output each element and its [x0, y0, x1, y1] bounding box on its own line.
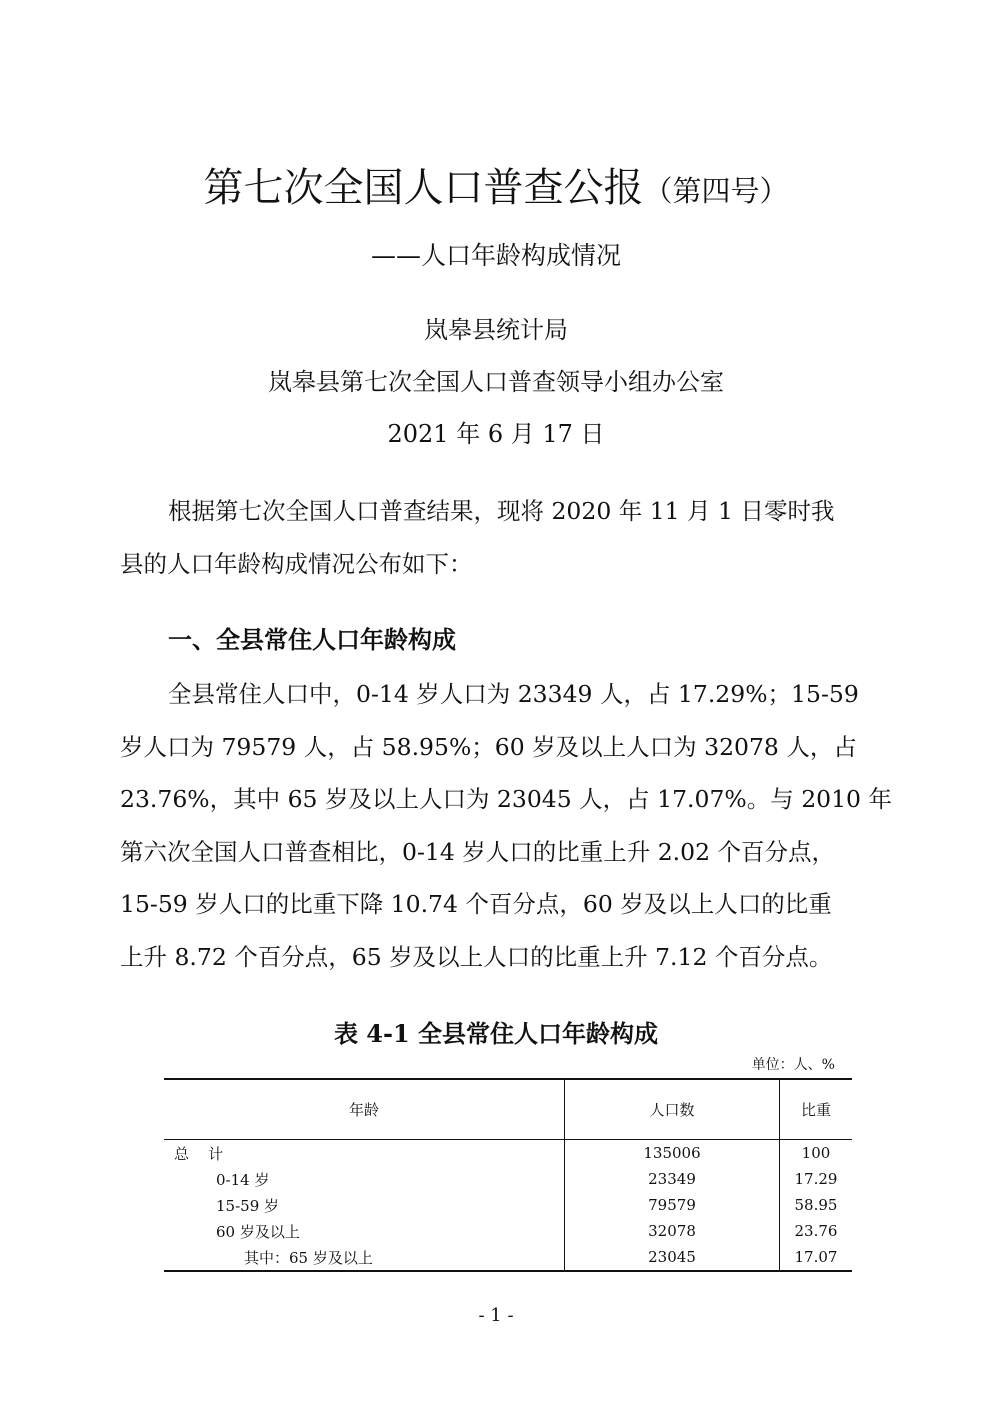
row-label: 其中：65 岁及以上 — [164, 1244, 565, 1271]
section-line-6: 上升 8.72 个百分点，65 岁及以上人口的比重上升 7.12 个百分点。 — [120, 942, 833, 971]
row-label: 60 岁及以上 — [216, 1222, 300, 1241]
title-suffix: （第四号） — [643, 174, 789, 208]
row-population: 79579 — [565, 1192, 780, 1218]
document-title — [0, 162, 992, 217]
header-age: 年龄 — [164, 1079, 565, 1140]
page-number: - 1 - — [478, 1305, 514, 1326]
age-structure-table — [164, 1078, 852, 1272]
intro-line-1: 根据第七次全国人口普查结果，现将 2020 年 11 月 1 日零时我 — [168, 497, 835, 525]
header-share: 比重 — [780, 1079, 853, 1140]
issue-date: 2021 年 6 月 17 日 — [387, 420, 605, 448]
table-unit: 单位：人、% — [751, 1057, 835, 1073]
intro-paragraph — [120, 485, 896, 590]
row-label: 0-14 岁 — [216, 1170, 270, 1189]
row-share: 58.95 — [780, 1192, 853, 1218]
row-label: 总 计 — [174, 1144, 224, 1163]
table-title: 表 4-1 全县常住人口年龄构成 — [333, 1019, 659, 1048]
section-line-1: 全县常住人口中，0-14 岁人口为 23349 人，占 17.29%；15-59 — [168, 680, 859, 708]
issuer-org-1: 岚皋县统计局 — [424, 316, 568, 344]
section-line-2: 岁人口为 79579 人，占 58.95%；60 岁及以上人口为 32078 人，占 — [120, 732, 857, 761]
row-share: 17.07 — [780, 1244, 853, 1271]
row-share: 100 — [780, 1140, 853, 1167]
row-population: 135006 — [565, 1140, 780, 1167]
table-row — [164, 1140, 852, 1167]
section-line-3: 23.76%，其中 65 岁及以上人口为 23045 人，占 17.07%。与 2010 年 — [120, 785, 892, 813]
issuer-org-2: 岚皋县第七次全国人口普查领导小组办公室 — [268, 368, 724, 396]
row-population: 23045 — [565, 1244, 780, 1271]
section-paragraph — [120, 668, 896, 983]
section-line-4: 第六次全国人口普查相比，0-14 岁人口的比重上升 2.02 个百分点， — [120, 837, 836, 866]
row-share: 23.76 — [780, 1218, 853, 1244]
intro-line-2: 县的人口年龄构成情况公布如下： — [120, 549, 473, 578]
table-row — [164, 1192, 852, 1218]
title-main: 第七次全国人口普查公报 — [203, 165, 644, 211]
row-share: 17.29 — [780, 1166, 853, 1192]
header-population: 人口数 — [565, 1079, 780, 1140]
row-population: 23349 — [565, 1166, 780, 1192]
row-population: 32078 — [565, 1218, 780, 1244]
table-row — [164, 1166, 852, 1192]
table-row — [164, 1218, 852, 1244]
table-header-row — [164, 1079, 852, 1140]
section-line-5: 15-59 岁人口的比重下降 10.74 个百分点，60 岁及以上人口的比重 — [120, 890, 832, 918]
document-subtitle: ——人口年龄构成情况 — [370, 241, 621, 270]
row-label: 15-59 岁 — [216, 1196, 280, 1215]
table-row — [164, 1244, 852, 1271]
section-heading: 一、全县常住人口年龄构成 — [168, 625, 456, 654]
